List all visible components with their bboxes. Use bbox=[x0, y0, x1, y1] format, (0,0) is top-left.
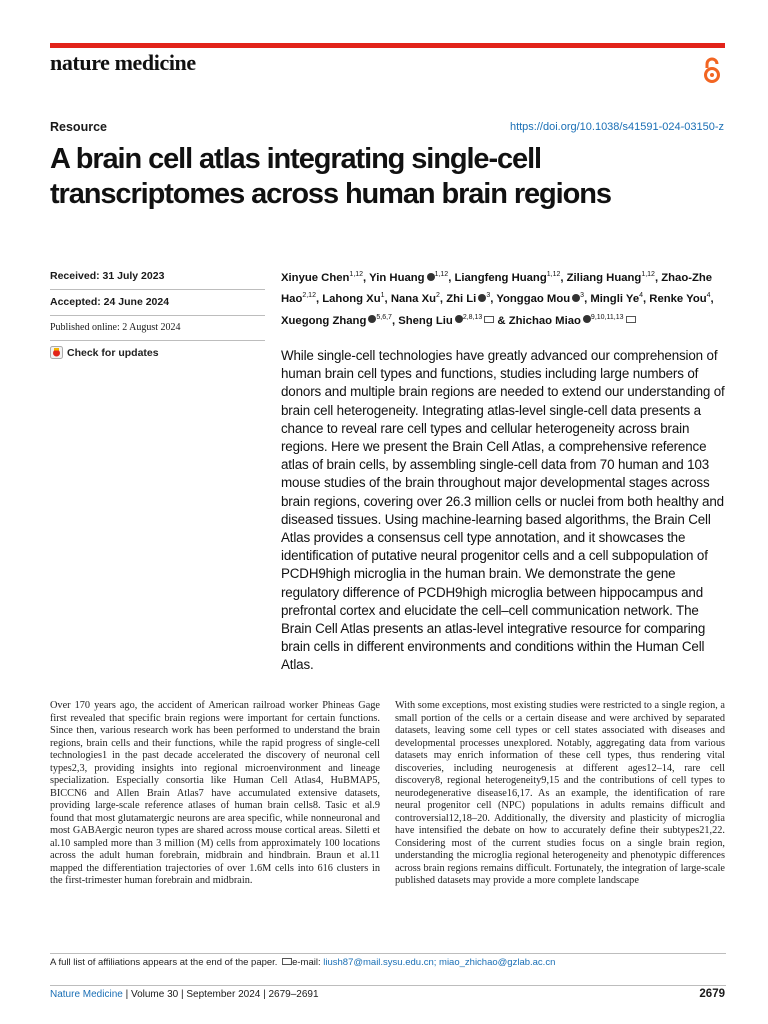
check-for-updates-button[interactable] bbox=[50, 346, 159, 359]
author-affiliation: 4 bbox=[639, 292, 644, 300]
footer-journal[interactable]: Nature Medicine bbox=[50, 989, 123, 1000]
author-affiliation: 9,10,11,13 bbox=[590, 313, 624, 321]
author-name[interactable]: Liangfeng Huang bbox=[454, 271, 547, 284]
open-access-icon[interactable] bbox=[700, 56, 724, 84]
meta-divider bbox=[50, 289, 265, 290]
author-affiliation: 2 bbox=[436, 292, 440, 300]
doi-link[interactable]: https://doi.org/10.1038/s41591-024-03150-z bbox=[509, 121, 724, 133]
article-type: Resource bbox=[50, 120, 107, 134]
orcid-icon[interactable] bbox=[478, 294, 486, 302]
meta-divider bbox=[50, 340, 265, 341]
author-affiliation: 2,8,13 bbox=[462, 313, 483, 321]
author-list: Xinyue Chen$^{1,12}$, Yin Huang $^{1,12}$, Liangfeng Huang$^{1,12}$, Ziliang Huang$^{1,12}$, Zhao-Zhe Hao$^{2,12}$, Lahong Xu$^1$, Nana Xu$^2$, Zhi Li $^3$, Yonggao Mou $^3$, Mingli Ye$^4$, Renke You$^4$, Xuegong Zhang $^{5,6,7}$, Sheng Liu $^{2,8,13}$ & Zhichao Miao $^{9,10,11,13}$ bbox=[281, 271, 714, 327]
header-accent-bar bbox=[50, 43, 725, 48]
article-title: A brain cell atlas integrating single-cell transcriptomes across human brain regions bbox=[50, 143, 611, 210]
orcid-icon[interactable] bbox=[583, 315, 591, 323]
page-number: 2679 bbox=[699, 988, 725, 1000]
author-affiliation: 2,12 bbox=[302, 292, 316, 300]
abstract: While single-cell technologies have greatly advanced our comprehension of human brain cell types and functions, studies including large numbers of donors and multiple brain regions are needed to extend our understanding of brain cell heterogeneity. Integrating atlas-level single-cell data presents a chance to reveal rare cell types and cellular heterogeneity across brain regions. Here we present the Brain Cell Atlas, a comprehensive reference atlas of brain cells, by assembling single-cell data from 70 human and 103 mouse studies of the brain throughout major developmental stages across brain regions, covering over 26.3 million cells or nuclei from both healthy and diseased tissues. Using machine-learning based algorithms, the Brain Cell Atlas provides a consensus cell type annotation, and it showcases the identification of putative neural progenitor cells and a cell subpopulation of PCDH9high microglia in the human brain. We demonstrate the gene regulatory difference of PCDH9high microglia between hippocampus and prefrontal cortex and elucidate the cell–cell communication network. The Brain Cell Atlas presents an atlas-level integrative resource for comparing brain cells in different environments and conditions within the Human Cell Atlas. bbox=[281, 348, 725, 673]
author-affiliation: 1,12 bbox=[546, 271, 561, 278]
author-affiliation: 1,12 bbox=[434, 271, 449, 278]
author-affiliation: 1 bbox=[380, 292, 385, 300]
author-affiliation: 3 bbox=[486, 292, 491, 300]
author-name[interactable]: Zhichao Miao bbox=[508, 314, 581, 327]
author-name[interactable]: Yin Huang bbox=[369, 271, 425, 284]
author-name[interactable]: Ziliang Huang bbox=[566, 271, 642, 284]
footer-divider bbox=[50, 985, 726, 986]
author-name[interactable]: Xuegong Zhang bbox=[281, 314, 367, 327]
author-affiliation: 3 bbox=[580, 292, 585, 300]
email-icon[interactable] bbox=[484, 316, 494, 323]
journal-name: nature medicine bbox=[50, 50, 196, 75]
author-name[interactable]: Mingli Ye bbox=[590, 293, 640, 306]
meta-divider bbox=[50, 315, 265, 316]
author-affiliation: 1,12 bbox=[641, 271, 655, 278]
orcid-icon[interactable] bbox=[368, 315, 376, 323]
author-name[interactable]: Renke You bbox=[649, 293, 707, 306]
footnote-text: A full list of affiliations appears at the end of the paper. bbox=[50, 957, 278, 968]
email-label: e-mail: bbox=[292, 957, 321, 968]
author-name[interactable]: Zhi Li bbox=[446, 293, 477, 306]
author-affiliation: 1,12 bbox=[349, 271, 364, 278]
footer-volume: | Volume 30 | September 2024 | 2679–2691 bbox=[122, 989, 319, 1000]
affiliations-footnote bbox=[50, 957, 555, 968]
author-affiliation: 5,6,7 bbox=[376, 313, 392, 321]
email-icon[interactable] bbox=[626, 316, 636, 323]
author-name[interactable]: Lahong Xu bbox=[322, 293, 381, 306]
orcid-icon[interactable] bbox=[427, 273, 435, 281]
body-column-1: Over 170 years ago, the accident of American railroad worker Phineas Gage first revealed that specific brain regions were important for certain functions. Since then, various research work has been performed to understand the brain regions, brain cells and their functions, while the rapid progress of single-cell technologies1 in the past decade accelerated the discovery of neuronal cell types2,3, providing insights into regional microenvironment and lineage specialization. Especially consortia like Human Cell Atlas4, HuBMAP5, BICCN6 and Allen Brain Atlas7 have accumulated extensive datasets, providing large-scale reference atlases of human brain cells8. Tasic et al.9 found that most glutamatergic neurons are area specific, while nonneuronal and most GABAergic neuron types are shared across mouse cortical areas. Siletti et al.10 sampled more than 3 million (M) cells from approximately 100 locations across the adult human forebrain, midbrain and hindbrain. Braun et al.11 mapped the differentiation trajectories of over 1.6M cells into 616 clusters in the first-trimester human forebrain and midbrain. bbox=[50, 700, 380, 886]
author-name[interactable]: Nana Xu bbox=[390, 293, 437, 306]
received-date: Received: 31 July 2023 bbox=[50, 270, 165, 282]
orcid-icon[interactable] bbox=[455, 315, 463, 323]
author-name[interactable]: Zhao-Zhe Hao bbox=[281, 271, 713, 306]
orcid-icon[interactable] bbox=[572, 294, 580, 302]
check-updates-label: Check for updates bbox=[67, 346, 159, 359]
email-links[interactable]: liush87@mail.sysu.edu.cn; miao_zhichao@gzlab.ac.cn bbox=[323, 957, 556, 968]
body-column-2: With some exceptions, most existing studies were restricted to a single region, a small portion of the cells or a certain disease and were archived by separated datasets, leaving some cell types or cell states associated with diseases and developmental processes unexplored. Notably, aggregating data from various datasets may enrich information of these cell types, thus rendering vital discoveries, including neurogenesis at different ages12–14, rare cell discovery8, regional heterogeneity9,15 and the contributions of cell types to neurodegenerative disease16,17. As an example, the identification of rare neural progenitor cell (NPC) populations in adults remains difficult and controversial12,18–20. Additionally, the diversity and plasticity of microglia have intensified the debate on how to accurately define their subtypes21,22. Considering most of the current studies focus on a single brain region, understanding the microglia regional heterogeneity and phenotypic differences across brain regions remains difficult. Fortunately, the integration of large-scale published datasets may provide a more complete landscape bbox=[395, 700, 725, 886]
author-name[interactable]: Xinyue Chen bbox=[281, 271, 350, 284]
check-updates-icon bbox=[50, 346, 63, 359]
footnote-divider bbox=[50, 953, 726, 954]
author-name[interactable]: Sheng Liu bbox=[398, 314, 453, 327]
accepted-date: Accepted: 24 June 2024 bbox=[50, 296, 170, 308]
footer-citation bbox=[50, 989, 319, 1000]
author-affiliation: 4 bbox=[706, 292, 711, 300]
email-icon bbox=[282, 958, 292, 965]
published-date: Published online: 2 August 2024 bbox=[50, 322, 181, 333]
author-name[interactable]: Yonggao Mou bbox=[496, 293, 571, 306]
